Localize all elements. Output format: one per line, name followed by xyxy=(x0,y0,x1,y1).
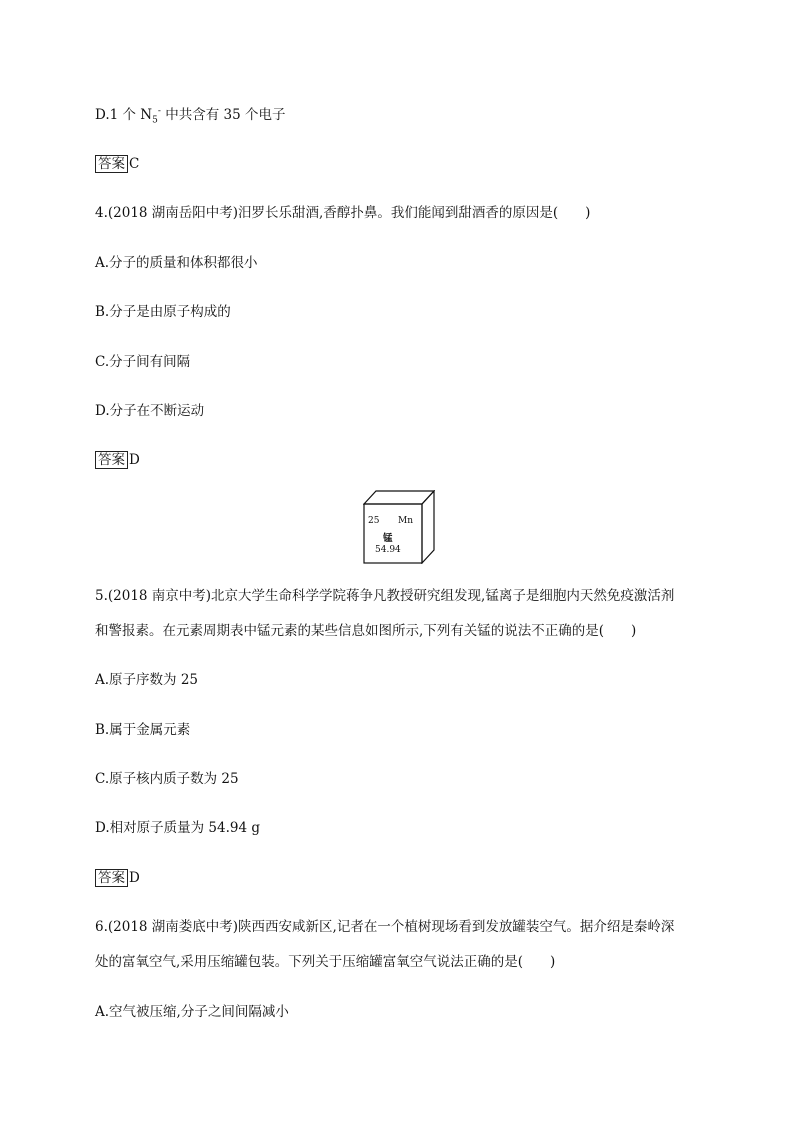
q5-answer xyxy=(95,869,140,887)
q4-answer-value: D xyxy=(129,452,140,468)
element-atomic-number: 25 xyxy=(368,516,380,526)
q5-stem-line2: 和警报素。在元素周期表中锰元素的某些信息如图所示,下列有关锰的说法不正确的是( ) xyxy=(95,623,637,639)
element-symbol: Mn xyxy=(398,516,414,526)
q4-stem: 4.(2018 湖南岳阳中考)汨罗长乐甜酒,香醇扑鼻。我们能闻到甜酒香的原因是( ) xyxy=(95,205,591,221)
subscript-5: 5 xyxy=(152,115,158,126)
q4-option-b: B.分子是由原子构成的 xyxy=(95,304,231,320)
q5-stem-line1: 5.(2018 南京中考)北京大学生命科学学院蒋争凡教授研究组发现,锰离子是细胞内天然免疫激活剂 xyxy=(95,588,675,604)
q3-option-d xyxy=(95,106,285,124)
q4-option-a: A.分子的质量和体积都很小 xyxy=(95,255,258,271)
q3-answer xyxy=(95,155,139,173)
answer-label: 答案 xyxy=(95,869,128,887)
q4-option-d: D.分子在不断运动 xyxy=(95,403,205,419)
q5-answer-value: D xyxy=(129,870,140,886)
answer-label: 答案 xyxy=(95,155,128,173)
superscript-minus: - xyxy=(157,106,161,117)
q3-answer-value: C xyxy=(129,156,140,172)
q5-option-b: B.属于金属元素 xyxy=(95,722,191,738)
element-mass: 54.94 xyxy=(375,545,401,555)
q6-stem-line1: 6.(2018 湖南娄底中考)陕西西安咸新区,记者在一个植树现场看到发放罐装空气。据介绍是秦岭深 xyxy=(95,919,675,935)
q5-option-d: D.相对原子质量为 54.94 g xyxy=(95,820,261,836)
element-name: 锰 xyxy=(383,533,393,544)
q6-stem-line2: 处的富氧空气,采用压缩罐包装。下列关于压缩罐富氧空气说法正确的是( ) xyxy=(95,954,556,970)
q5-option-c: C.原子核内质子数为 25 xyxy=(95,771,239,787)
q5-option-a: A.原子序数为 25 xyxy=(95,672,199,688)
q6-option-a: A.空气被压缩,分子之间间隔减小 xyxy=(95,1004,289,1020)
q3-option-d-prefix: D.1 个 N xyxy=(95,107,153,123)
answer-label: 答案 xyxy=(95,451,128,469)
q3-option-d-suffix: 中共含有 35 个电子 xyxy=(160,107,286,123)
q4-option-c: C.分子间有间隔 xyxy=(95,354,191,370)
q4-answer xyxy=(95,451,140,469)
